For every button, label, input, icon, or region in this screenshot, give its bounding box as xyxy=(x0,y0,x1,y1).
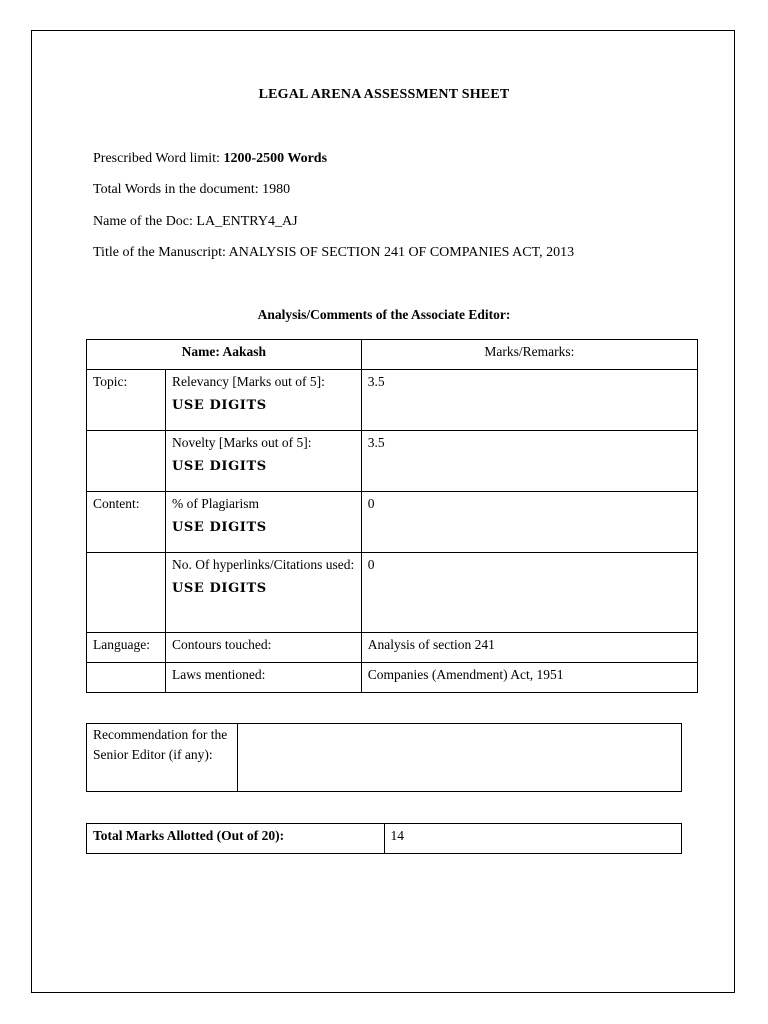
recommendation-table xyxy=(86,723,682,792)
category-cell xyxy=(87,431,166,492)
total-words-label: Total Words in the document: xyxy=(93,182,259,197)
category-cell xyxy=(87,663,166,693)
value-cell[interactable]: Analysis of section 241 xyxy=(361,633,697,663)
total-marks-table xyxy=(86,823,682,854)
word-limit-value: 1200-2500 Words xyxy=(223,151,328,166)
marks-header: Marks/Remarks: xyxy=(361,340,697,370)
manuscript-label: Title of the Manuscript: xyxy=(93,245,226,260)
recommendation-label: Recommendation for the Senior Editor (if any): xyxy=(87,724,238,792)
criterion-cell xyxy=(165,370,361,431)
use-digits-note: USE DIGITS xyxy=(171,581,267,596)
table-row xyxy=(87,633,698,663)
criterion-label: Novelty [Marks out of 5]: xyxy=(171,435,312,450)
value-cell[interactable]: Companies (Amendment) Act, 1951 xyxy=(361,663,697,693)
use-digits-note: USE DIGITS xyxy=(171,398,267,413)
value-cell[interactable]: 3.5 xyxy=(361,370,697,431)
use-digits-note: USE DIGITS xyxy=(171,459,267,474)
section-heading: Analysis/Comments of the Associate Editor: xyxy=(257,307,511,322)
assessment-table xyxy=(86,339,698,693)
category-cell: Language: xyxy=(87,633,166,663)
total-marks-value[interactable]: 14 xyxy=(384,824,681,854)
category-cell: Content: xyxy=(87,492,166,553)
doc-name-line xyxy=(93,214,298,230)
table-row xyxy=(87,370,698,431)
criterion-cell xyxy=(165,431,361,492)
criterion-cell xyxy=(165,492,361,553)
criterion-cell xyxy=(165,553,361,633)
value-cell[interactable]: 0 xyxy=(361,553,697,633)
doc-name-label: Name of the Doc: xyxy=(93,214,193,229)
table-header-row xyxy=(87,340,698,370)
value-cell[interactable]: 3.5 xyxy=(361,431,697,492)
use-digits-note: USE DIGITS xyxy=(171,520,267,535)
value-cell[interactable]: 0 xyxy=(361,492,697,553)
criterion-label: Relevancy [Marks out of 5]: xyxy=(171,374,325,389)
table-row xyxy=(87,663,698,693)
category-cell xyxy=(87,553,166,633)
word-limit-label: Prescribed Word limit: xyxy=(93,151,220,166)
document-title: LEGAL ARENA ASSESSMENT SHEET xyxy=(258,87,510,102)
category-cell: Topic: xyxy=(87,370,166,431)
table-row xyxy=(87,431,698,492)
manuscript-value: ANALYSIS OF SECTION 241 OF COMPANIES ACT, 2013 xyxy=(228,245,575,260)
total-words-value: 1980 xyxy=(262,182,291,197)
table-row xyxy=(87,492,698,553)
name-header: Name: Aakash xyxy=(87,340,362,370)
manuscript-line xyxy=(93,245,574,261)
total-words-line xyxy=(93,182,290,198)
total-marks-label: Total Marks Allotted (Out of 20): xyxy=(87,824,385,854)
table-row xyxy=(87,553,698,633)
criterion-label: % of Plagiarism xyxy=(171,496,259,511)
criterion-label: No. Of hyperlinks/Citations used: xyxy=(171,557,355,572)
criterion-cell: Contours touched: xyxy=(165,633,361,663)
criterion-cell: Laws mentioned: xyxy=(165,663,361,693)
recommendation-value[interactable] xyxy=(237,724,681,792)
doc-name-value: LA_ENTRY4_AJ xyxy=(196,214,298,229)
word-limit-line xyxy=(93,151,327,167)
